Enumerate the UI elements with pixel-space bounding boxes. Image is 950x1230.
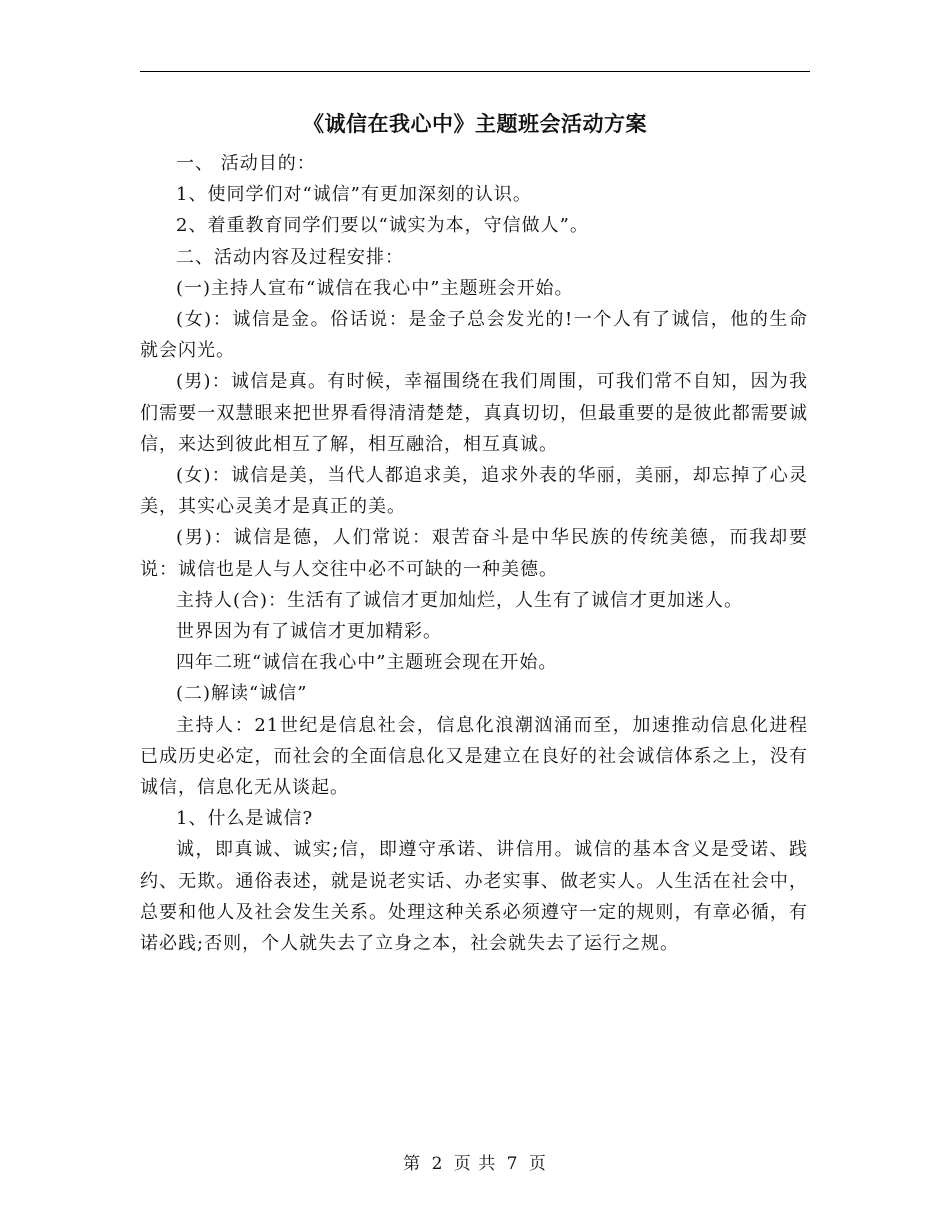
footer-prefix: 第 xyxy=(403,1154,422,1174)
footer-middle: 页 共 xyxy=(453,1154,497,1174)
page-footer xyxy=(0,1150,950,1178)
paragraph: 四年二班“诚信在我心中”主题班会现在开始。 xyxy=(176,652,558,674)
paragraph: (一)主持人宣布“诚信在我心中”主题班会开始。 xyxy=(176,277,574,299)
paragraph: (男)：诚信是真。有时候，幸福围绕在我们周围，可我们常不自知，因为我们需要一双慧眼来把世界看得清清楚楚，真真切切，但最重要的是彼此都需要诚信，来达到彼此相互了解，相互融洽，相互真诚。 xyxy=(140,371,808,455)
header-rule xyxy=(140,71,810,72)
paragraph: (女)：诚信是美，当代人都追求美，追求外表的华丽，美丽，却忘掉了心灵美，其实心灵美才是真正的美。 xyxy=(140,465,808,518)
paragraph: 2、着重教育同学们要以“诚实为本，守信做人”。 xyxy=(176,215,589,237)
paragraph: (女)：诚信是金。俗话说：是金子总会发光的!一个人有了诚信，他的生命就会闪光。 xyxy=(140,309,808,362)
paragraph: 1、使同学们对“诚信”有更加深刻的认识。 xyxy=(176,184,532,206)
paragraph: 一、 活动目的： xyxy=(176,153,316,174)
paragraph: (男)：诚信是德，人们常说：艰苦奋斗是中华民族的传统美德，而我却要说：诚信也是人与人交往中必不可缺的一种美德。 xyxy=(140,527,808,580)
paragraph: 诚，即真诚、诚实;信，即遵守承诺、讲信用。诚信的基本含义是受诺、践约、无欺。通俗表述，就是说老实话、办老实事、做老实人。人生活在社会中，总要和他人及社会发生关系。处理这种关系必须遵守一定的规则，有章必循，有诺必践;否则，个人就失去了立身之本，社会就失去了运行之规。 xyxy=(140,839,808,955)
document-body xyxy=(140,148,808,959)
document-title: 《诚信在我心中》主题班会活动方案 xyxy=(303,111,647,136)
paragraph: (二)解读“诚信” xyxy=(176,683,308,705)
paragraph: 世界因为有了诚信才更加精彩。 xyxy=(176,621,442,643)
footer-suffix: 页 xyxy=(528,1154,547,1174)
paragraph: 1、什么是诚信? xyxy=(176,808,314,830)
paragraph: 主持人：21世纪是信息社会，信息化浪潮汹涌而至，加速推动信息化进程已成历史必定，而社会的全面信息化又是建立在良好的社会诚信体系之上，没有诚信，信息化无从谈起。 xyxy=(140,714,808,799)
total-page-count: 7 xyxy=(506,1154,519,1174)
current-page-number: 2 xyxy=(431,1154,444,1174)
paragraph: 二、活动内容及过程安排： xyxy=(176,246,404,268)
paragraph: 主持人(合)：生活有了诚信才更加灿烂，人生有了诚信才更加迷人。 xyxy=(176,589,744,611)
